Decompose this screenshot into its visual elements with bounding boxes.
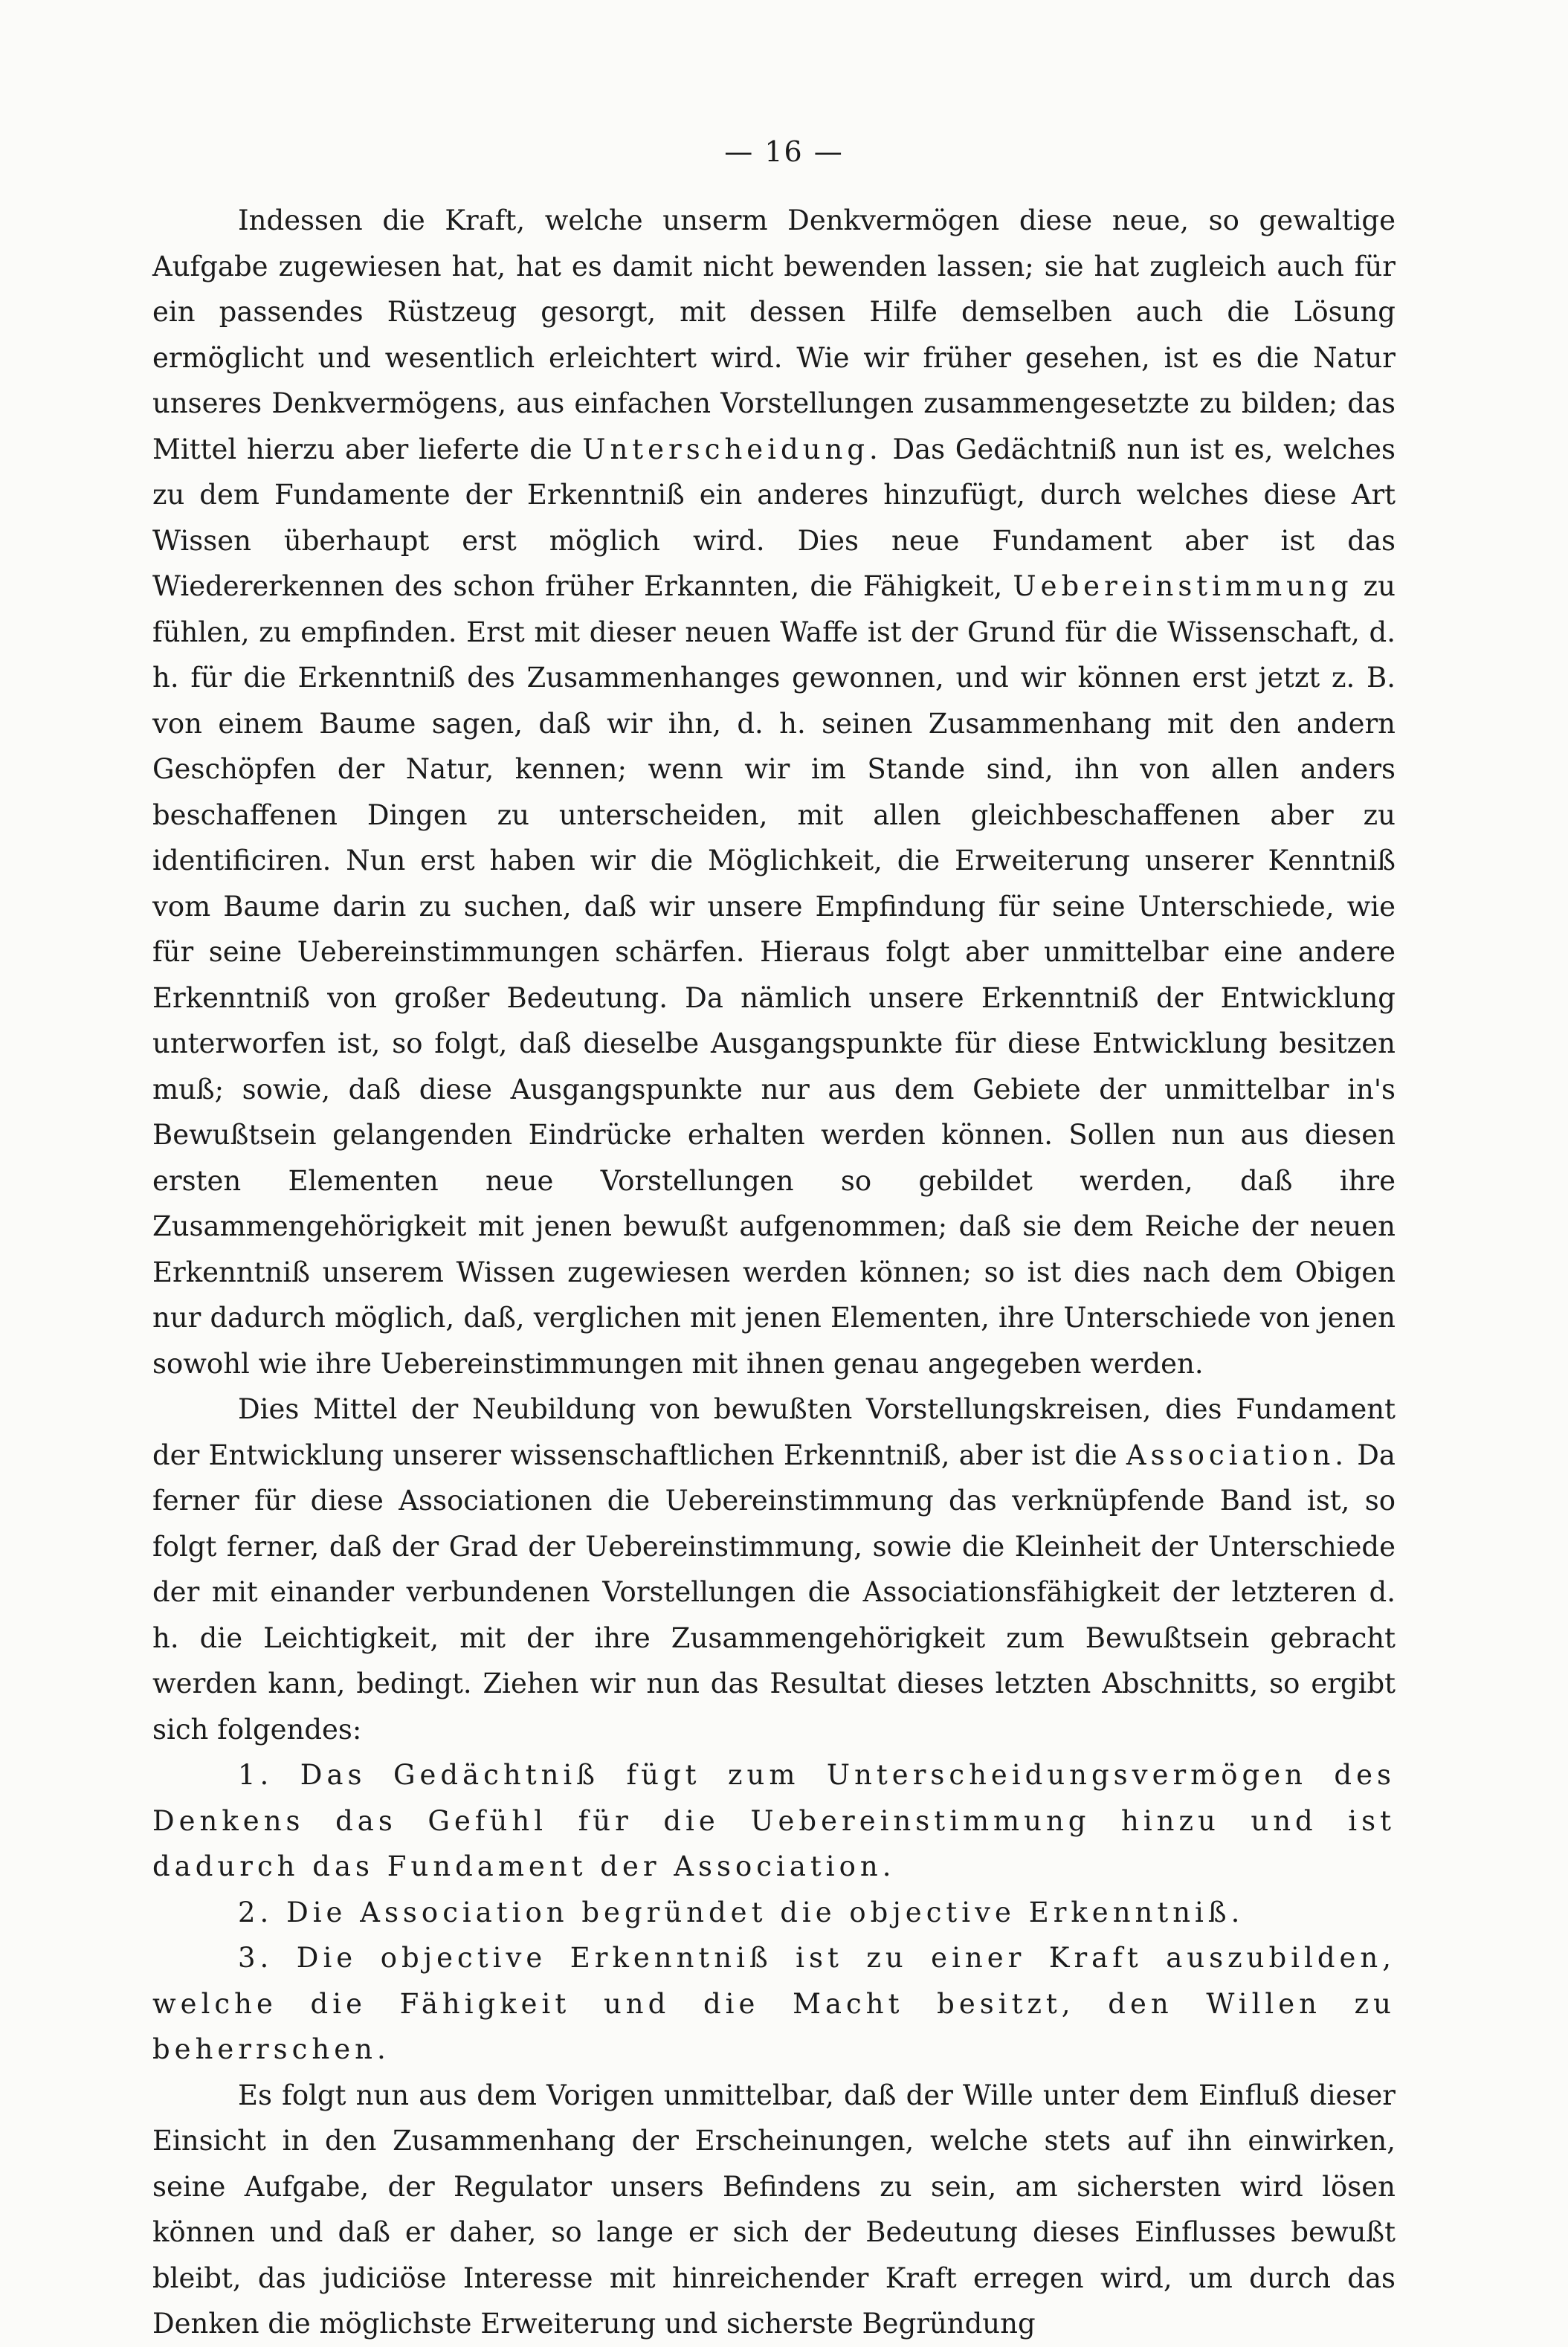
emphasis-unterscheidung: Unterscheidung. [582,433,883,465]
page-number: — 16 — [724,135,844,168]
paragraph-1-text-b: Das Gedächtniß nun ist es, welches zu dem Fundamente der Erkenntniß ein anderes hinzufügt, durch welches diese Art Wissen überhaupt erst möglich wird. Dies neue Fundament aber ist das Wiedererkennen des schon früher Erkannten, die Fähigkeit, [152,433,1396,602]
paragraph-2 [152,1386,1396,1752]
paragraph-2-text-b: Da ferner für diese Associationen die Uebereinstimmung das verknüpfende Band ist, so folgt ferner, daß der Grad der Uebereinstimmung, sowie die Kleinheit der Unterschiede der mit einander verbundenen Vorstellungen die Associationsfähigkeit der letzteren d. h. die Leichtigkeit, mit der ihre Zusammengehörigkeit zum Bewußtsein gebracht werden kann, bedingt. Ziehen wir nun das Resultat dieses letzten Abschnitts, so ergibt sich folgendes: [152,1439,1396,1746]
paragraph-1-text-a: Indessen die Kraft, welche unserm Denkvermögen diese neue, so gewaltige Aufgabe zugewiesen hat, hat es damit nicht bewenden lassen; sie hat zugleich auch für ein passendes Rüstzeug gesorgt, mit dessen Hilfe demselben auch die Lösung ermöglicht und wesentlich erleichtert wird. Wie wir früher gesehen, ist es die Natur unseres Denkvermögens, aus einfachen Vorstellungen zusammengesetzte zu bilden; das Mittel hierzu aber lieferte die [152,204,1396,465]
list-item: 2. Die Association begründet die objective Erkenntniß. [238,1896,1245,1928]
list-item: 1. Das Gedächtniß fügt zum Unterscheidungsvermögen des Denkens das Gefühl für die Uebereinstimmung hinzu und ist dadurch das Fundament der Association. [152,1759,1396,1882]
paragraph-1 [152,198,1396,1386]
paragraph-1-text-c: zu fühlen, zu empfinden. Erst mit dieser neuen Waffe ist der Grund für die Wissenschaft, d. h. für die Erkenntniß des Zusammenhanges gewonnen, und wir können erst jetzt z. B. von einem Baume sagen, daß wir ihn, d. h. seinen Zusammenhang mit den andern Geschöpfen der Natur, kennen; wenn wir im Stande sind, ihn von allen anders beschaffenen Dingen zu unterscheiden, mit allen gleichbeschaffenen aber zu identificiren. Nun erst haben wir die Möglichkeit, die Erweiterung unserer Kenntniß vom Baume darin zu suchen, daß wir unsere Empfindung für seine Unterschiede, wie für seine Uebereinstimmungen schärfen. Hieraus folgt aber unmittelbar eine andere Erkenntniß von großer Bedeutung. Da nämlich unsere Erkenntniß der Entwicklung unterworfen ist, so folgt, daß dieselbe Ausgangspunkte für diese Entwicklung besitzen muß; sowie, daß diese Ausgangspunkte nur aus dem Gebiete der unmittelbar in's Bewußtsein gelangenden Eindrücke erhalten werden können. Sollen nun aus diesen ersten Elementen neue Vorstellungen so gebildet werden, daß ihre Zusammengehörigkeit mit jenen bewußt aufgenommen; daß sie dem Reiche der neuen Erkenntniß unserem Wissen zugewiesen werden können; so ist dies nach dem Obigen nur dadurch möglich, daß, verglichen mit jenen Elementen, ihre Unterschiede von jenen sowohl wie ihre Uebereinstimmungen mit ihnen genau angegeben werden. [152,570,1396,1380]
body-text [152,198,1396,2347]
numbered-list [152,1752,1396,2073]
list-item: 3. Die objective Erkenntniß ist zu einer Kraft auszubilden, welche die Fähigkeit und die Macht besitzt, den Willen zu beherrschen. [152,1942,1396,2065]
emphasis-uebereinstimmung: Uebereinstimmung [1013,570,1353,602]
paragraph-2-text-a: Dies Mittel der Neubildung von bewußten Vorstellungskreisen, dies Fundament der Entwicklung unserer wissenschaftlichen Erkenntniß, aber ist die [152,1393,1396,1471]
paragraph-3: Es folgt nun aus dem Vorigen unmittelbar, daß der Wille unter dem Einfluß dieser Einsicht in den Zusammenhang der Erscheinungen, welche stets auf ihn einwirken, seine Aufgabe, der Regulator unsers Befindens zu sein, am sichersten wird lösen können und daß er daher, so lange er sich der Bedeutung dieses Einflusses bewußt bleibt, das judiciöse Interesse mit hinreichender Kraft erregen wird, um durch das Denken die möglichste Erweiterung und sicherste Begründung [152,2079,1396,2340]
emphasis-association: Association. [1126,1439,1349,1471]
